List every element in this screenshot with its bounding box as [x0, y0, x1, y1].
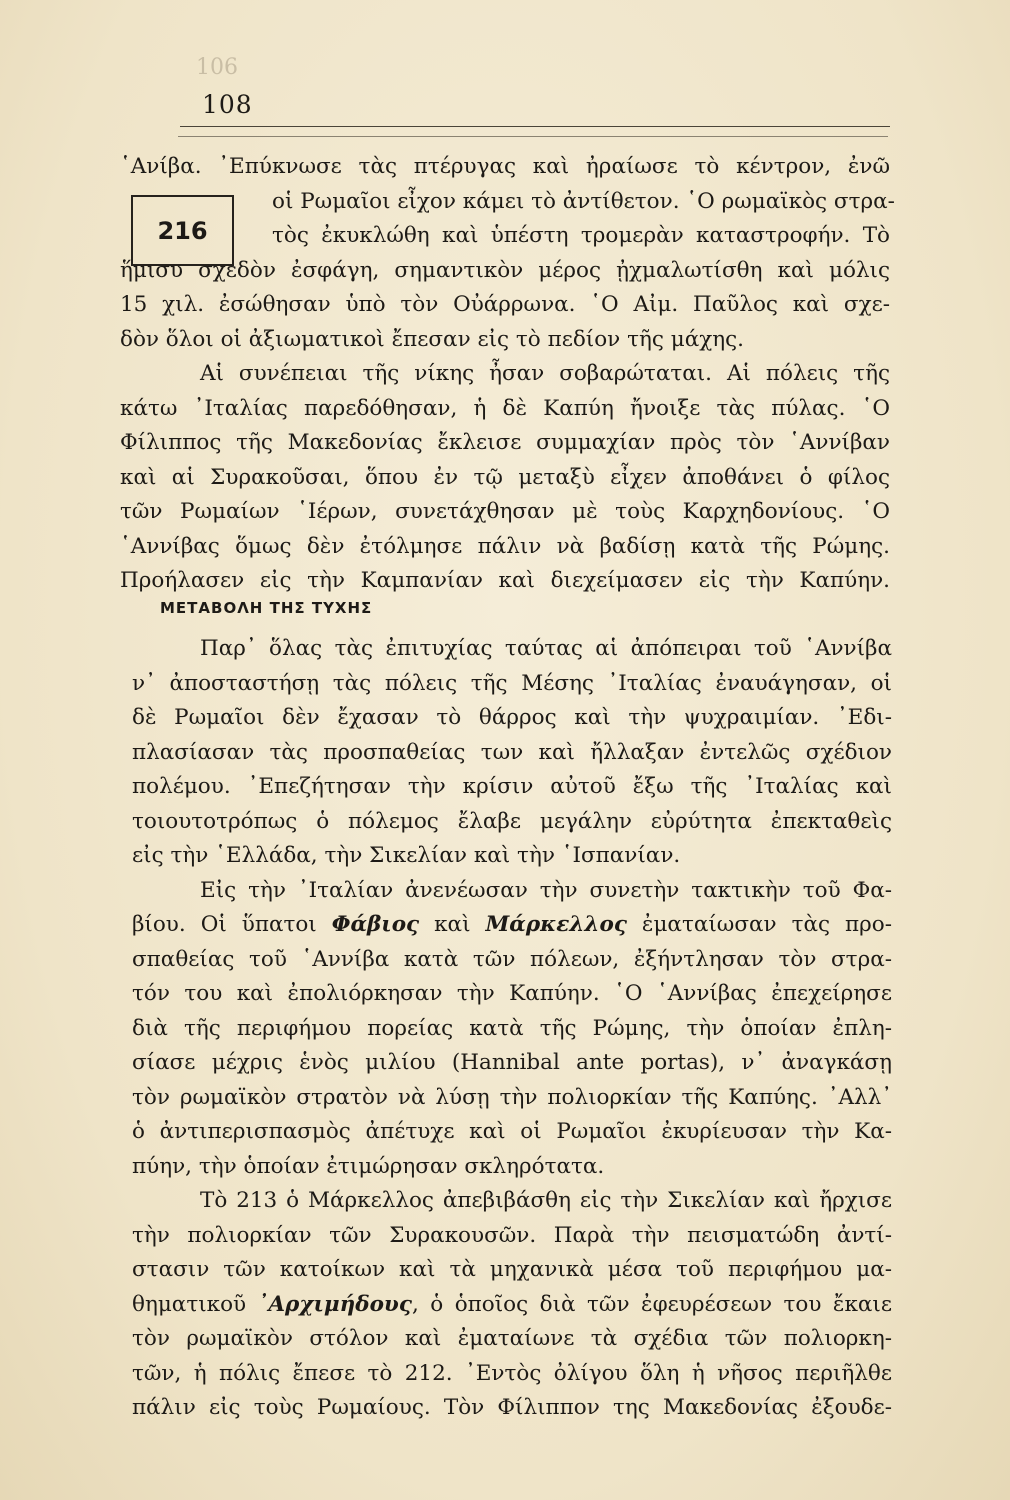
text-line: τῶν Ρωμαίων ῾Ιέρων, συνετάχθησαν μὲ τοὺς Καρχηδονίους. ῾Ο [120, 499, 890, 524]
text-fragment: θηματικοῦ [132, 1291, 258, 1317]
text-line: σπαθείας τοῦ ῾Αννίβα κατὰ τῶν πόλεων, ἐξήντλησαν τὸν στρα- [132, 946, 892, 972]
name-marcellus: Μάρκελλος [485, 912, 627, 937]
text-line: Εἰς τὴν ᾿Ιταλίαν ἀνενέωσαν τὴν συνετὴν τακτικὴν τοῦ Φα- [200, 877, 892, 903]
text-line: δὸν ὅλοι οἱ ἀξιωματικοὶ ἔπεσαν εἰς τὸ πεδίον τῆς μάχης. [120, 326, 745, 352]
name-fabius: Φάβιος [331, 912, 420, 937]
text-line: τὸς ἐκυκλώθη καὶ ὑπέστη τρομερὰν καταστροφήν. Τὸ [272, 223, 890, 248]
section-heading: ΜΕΤΑΒΟΛΗ ΤΗΣ ΤΥΧΗΣ [160, 599, 373, 617]
paragraph-block-1 [120, 150, 895, 599]
text-line: σίασε μέχρις ἑνὸς μιλίου (Hannibal ante portas), ν᾿ ἀναγκάσῃ [132, 1050, 892, 1075]
text-line: πολέμου. ᾿Επεζήτησαν τὴν κρίσιν αὐτοῦ ἔξω τῆς ᾿Ιταλίας καὶ [132, 774, 892, 799]
text-line: 15 χιλ. ἐσώθησαν ὑπὸ τὸν Οὐάρρωνα. ῾Ο Αἰμ. Παῦλος καὶ σχε- [120, 292, 890, 317]
text-line: τὸν ρωμαϊκὸν στρατὸν νὰ λύσῃ τὴν πολιορκίαν τῆς Καπύης. ᾿Αλλ᾿ [132, 1084, 892, 1110]
text-line: Φίλιππος τῆς Μακεδονίας ἔκλεισε συμμαχίαν πρὸς τὸν ῾Αννίβαν [120, 430, 890, 455]
text-line: Παρ᾿ ὅλας τὰς ἐπιτυχίας ταύτας αἱ ἀπόπειραι τοῦ ῾Αννίβα [200, 636, 892, 661]
text-line: διὰ τῆς περιφήμου πορείας κατὰ τῆς Ρώμης, τὴν ὁποίαν ἐπλη- [132, 1015, 892, 1041]
text-line: καὶ αἱ Συρακοῦσαι, ὅπου ἐν τῷ μεταξὺ εἶχεν ἀποθάνει ὁ φίλος [120, 464, 890, 490]
text-line: οἱ Ρωμαῖοι εἶχον κάμει τὸ ἀντίθετον. ῾Ο ρωμαϊκὸς στρα- [272, 188, 895, 214]
text-line: ῾Ανίβα. ᾿Επύκνωσε τὰς πτέρυγας καὶ ἠραίωσε τὸ κέντρον, ἐνῶ [120, 154, 890, 179]
text-line: τὸν ρωμαϊκὸν στόλον καὶ ἐματαίωνε τὰ σχέδια τῶν πολιορκη- [132, 1326, 892, 1351]
paragraph-block-2 [132, 632, 892, 1426]
ghost-page-number: 106 [196, 55, 238, 80]
text-line: τῶν, ἡ πόλις ἔπεσε τὸ 212. ᾿Εντὸς ὀλίγου ὅλη ἡ νῆσος περιῆλθε [132, 1360, 892, 1386]
name-archimedes: ᾿Αρχιμήδους [257, 1291, 412, 1317]
margin-number-box: 216 [131, 195, 234, 266]
text-line: κάτω ᾿Ιταλίας παρεδόθησαν, ἡ δὲ Καπύη ἤνοιξε τὰς πύλας. ῾Ο [120, 395, 890, 421]
text-line: στασιν τῶν κατοίκων καὶ τὰ μηχανικὰ μέσα τοῦ περιφήμου μα- [132, 1257, 892, 1282]
text-fragment: καὶ [419, 912, 486, 937]
text-line: Προήλασεν εἰς τὴν Καμπανίαν καὶ διεχείμασεν εἰς τὴν Καπύην. [120, 568, 890, 593]
text-line: πάλιν εἰς τοὺς Ρωμαίους. Τὸν Φίλιππον της Μακεδονίας ἐξουδε- [132, 1395, 892, 1420]
header-rule-secondary [178, 136, 888, 137]
text-line: πλασίασαν τὰς προσπαθείας των καὶ ἤλλαξαν ἐντελῶς σχέδιον [132, 739, 892, 765]
text-fragment: ἐματαίωσαν τὰς προ- [626, 912, 892, 937]
text-line [132, 1288, 892, 1323]
text-fragment: , ὁ ὁποῖος διὰ τῶν ἐφευρέσεων του ἔκαιε [411, 1291, 892, 1317]
page-number: 108 [202, 90, 253, 119]
text-line: ὁ ἀντιπερισπασμὸς ἀπέτυχε καὶ οἱ Ρωμαῖοι ἐκυρίευσαν τὴν Κα- [132, 1119, 892, 1144]
header-rule [180, 126, 890, 127]
text-line [132, 908, 892, 943]
text-line: Τὸ 213 ὁ Μάρκελλος ἀπεβιβάσθη εἰς τὴν Σικελίαν καὶ ἤρχισε [200, 1188, 892, 1213]
text-line: τόν του καὶ ἐπολιόρκησαν τὴν Καπύην. ῾Ο ῾Αννίβας ἐπεχείρησε [132, 981, 892, 1006]
text-line: πύην, τὴν ὁποίαν ἐτιμώρησαν σκληρότατα. [132, 1153, 605, 1179]
text-line: ἥμισυ σχεδὸν ἐσφάγη, σημαντικὸν μέρος ᾐχμαλωτίσθη καὶ μόλις [120, 257, 890, 283]
text-line: τὴν πολιορκίαν τῶν Συρακουσῶν. Παρὰ τὴν πεισματώδη ἀντί- [132, 1222, 892, 1248]
text-line: εἰς τὴν ῾Ελλάδα, τὴν Σικελίαν καὶ τὴν ῾Ισπανίαν. [132, 843, 681, 868]
text-line: Αἱ συνέπειαι τῆς νίκης ἦσαν σοβαρώταται. Αἱ πόλεις τῆς [200, 361, 890, 386]
text-line: ν᾿ ἀποσταστήσῃ τὰς πόλεις τῆς Μέσης ᾿Ιταλίας ἐναυάγησαν, οἱ [132, 670, 892, 696]
text-line: τοιουτοτρόπως ὁ πόλεμος ἔλαβε μεγάλην εὐρύτητα ἐπεκταθεὶς [132, 808, 892, 834]
text-fragment: βίου. Οἱ ὕπατοι [132, 912, 332, 937]
text-line: δὲ Ρωμαῖοι δὲν ἔχασαν τὸ θάρρος καὶ τὴν ψυχραιμίαν. ᾿Εδι- [132, 705, 892, 730]
text-line: ῾Αννίβας ὅμως δὲν ἐτόλμησε πάλιν νὰ βαδίσῃ κατὰ τῆς Ρώμης. [120, 533, 890, 559]
